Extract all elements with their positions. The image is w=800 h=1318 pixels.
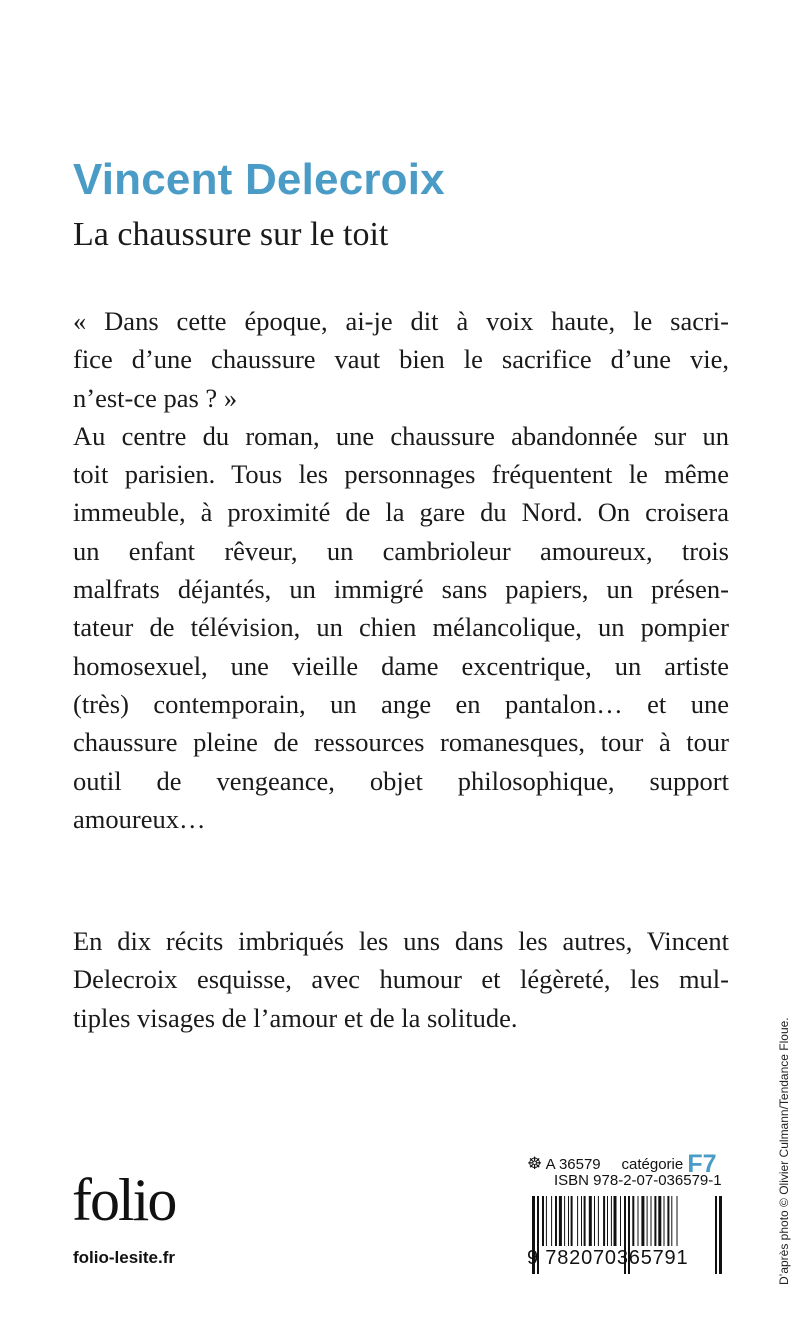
barcode-number	[527, 1247, 688, 1270]
blurb-line: (très) contemporain, un ange en pantalon… et une	[73, 688, 729, 719]
blurb-line: immeuble, à proximité de la gare du Nord. On croisera	[73, 497, 729, 528]
blurb-line: En dix récits imbriqués les uns dans les autres, Vincent	[73, 926, 729, 956]
isbn: ISBN 978-2-07-036579-1	[554, 1172, 722, 1189]
author-name: Vincent Delecroix	[73, 155, 445, 204]
blurb-line: tiples visages de l’amour et de la solitude.	[73, 1002, 518, 1033]
blurb-line: outil de vengeance, objet philosophique, support	[73, 765, 729, 796]
folio-logo: folio	[72, 1167, 176, 1233]
book-title: La chaussure sur le toit	[73, 216, 389, 253]
barcode-group-2: 365791	[616, 1247, 689, 1269]
catalog-code: A 36579	[545, 1156, 601, 1173]
folio-symbol-icon: ☸	[527, 1154, 543, 1173]
blurb-line: Delecroix esquisse, avec humour et légèreté, les mul-	[73, 964, 729, 995]
blurb-line: tateur de télévision, un chien mélancolique, un pompier	[73, 612, 729, 643]
blurb-line: fice d’une chaussure vaut bien le sacrifice d’une vie,	[73, 344, 729, 375]
blurb-line: toit parisien. Tous les personnages fréquentent le même	[73, 459, 729, 490]
blurb-line: « Dans cette époque, ai-je dit à voix haute, le sacri-	[73, 306, 729, 336]
blurb-paragraph-1	[73, 302, 729, 838]
barcode-group-1: 782070	[545, 1247, 617, 1269]
blurb-paragraph-2	[73, 922, 729, 1037]
blurb-line: un enfant rêveur, un cambrioleur amoureux, trois	[73, 535, 729, 566]
blurb-line: n’est-ce pas ? »	[73, 382, 238, 413]
category-label: catégorie	[621, 1156, 684, 1173]
category-code: F7	[687, 1150, 717, 1178]
photo-credit: D’après photo © Olivier Culmann/Tendance Floue.	[777, 1017, 791, 1285]
blurb-line: malfrats déjantés, un immigré sans papiers, un présen-	[73, 574, 729, 605]
barcode-first-digit: 9	[527, 1247, 539, 1269]
publisher-website: folio-lesite.fr	[73, 1248, 176, 1267]
blurb-line: Au centre du roman, une chaussure abandonnée sur un	[73, 420, 729, 451]
blurb-line: homosexuel, une vieille dame excentrique, un artiste	[73, 650, 729, 681]
blurb-line: amoureux…	[73, 803, 206, 834]
blurb-line: chaussure pleine de ressources romanesques, tour à tour	[73, 727, 729, 758]
